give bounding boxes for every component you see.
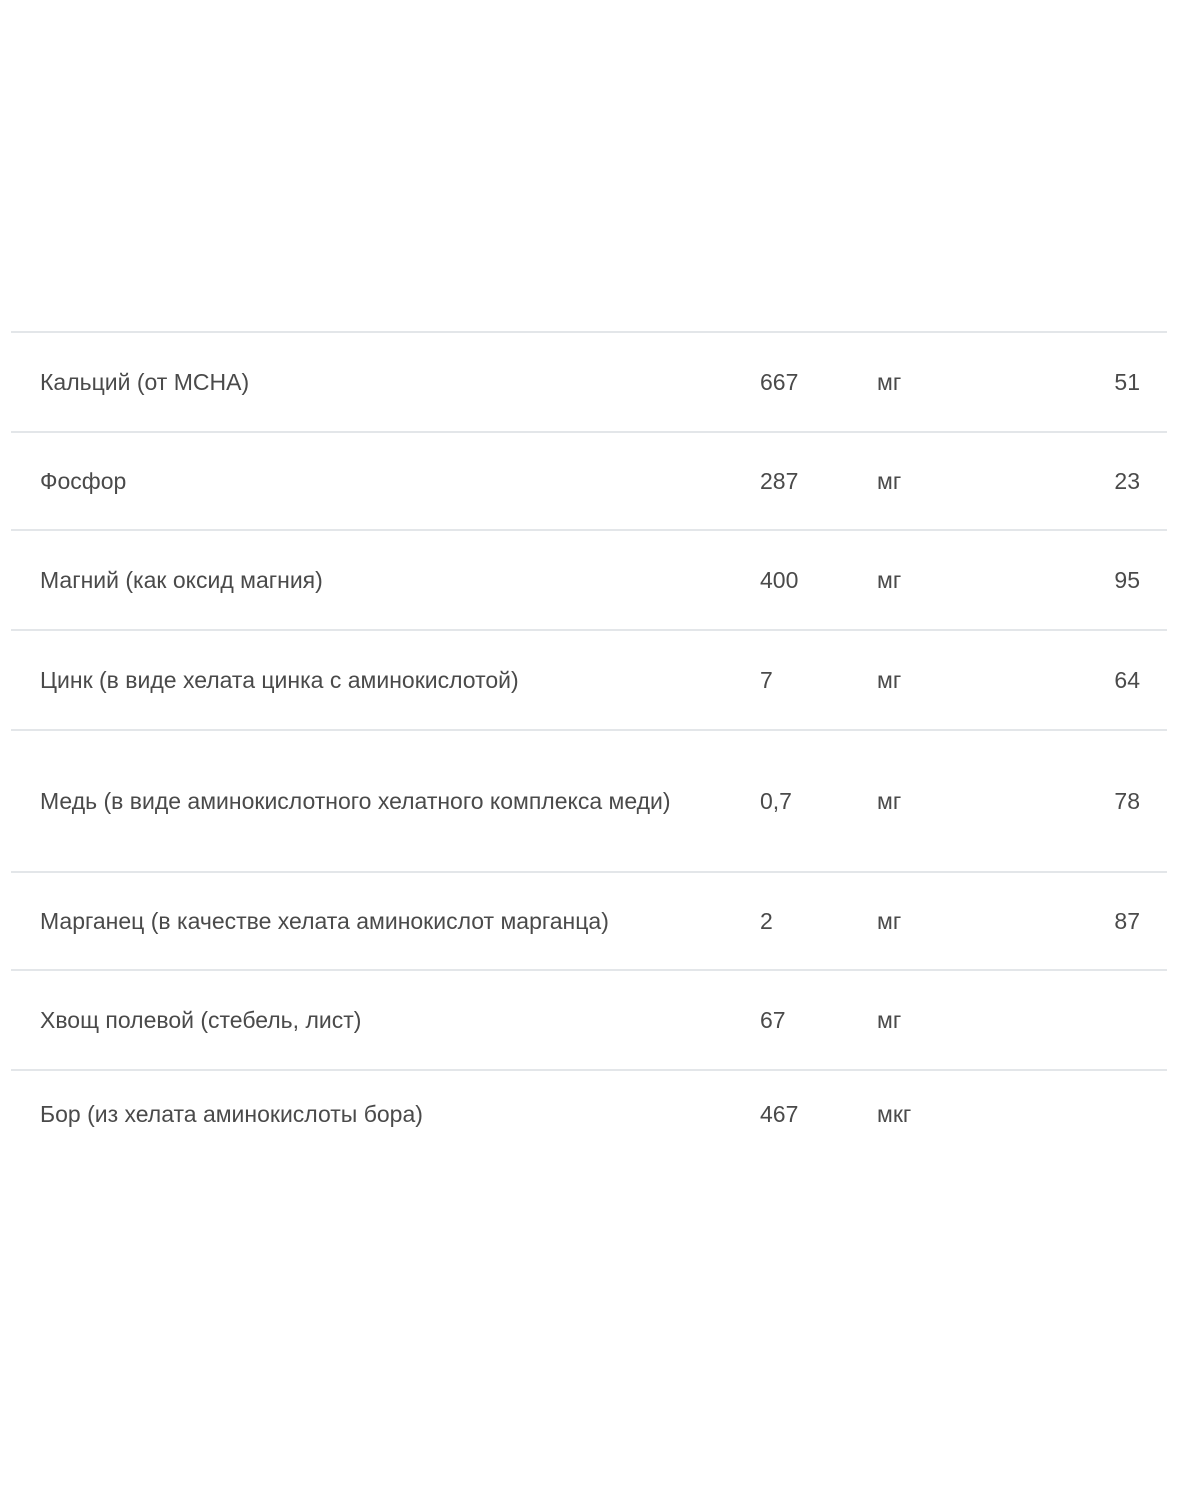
table-row (11, 731, 1167, 873)
nutrient-daily-value: 78 (1114, 788, 1140, 814)
nutrient-amount: 0,7 (760, 788, 792, 814)
nutrient-amount: 400 (760, 567, 799, 593)
nutrient-amount: 667 (760, 369, 799, 395)
nutrient-daily-value: 64 (1114, 667, 1140, 693)
nutrient-unit: мкг (877, 1101, 912, 1127)
table-row (11, 631, 1167, 731)
nutrient-amount: 287 (760, 468, 799, 494)
nutrient-daily-value: 23 (1114, 468, 1140, 494)
nutrient-unit: мг (877, 468, 902, 494)
nutrient-name: Хвощ полевой (стебель, лист) (40, 1007, 362, 1033)
nutrient-unit: мг (877, 908, 902, 934)
nutrient-name: Фосфор (40, 468, 127, 494)
table-row (11, 433, 1167, 531)
nutrient-daily-value: 95 (1114, 567, 1140, 593)
table-row (11, 1071, 1167, 1157)
nutrient-name: Медь (в виде аминокислотного хелатного комплекса меди) (40, 788, 671, 814)
table-row (11, 873, 1167, 971)
nutrient-name: Магний (как оксид магния) (40, 567, 323, 593)
nutrient-amount: 2 (760, 908, 773, 934)
nutrient-unit: мг (877, 667, 902, 693)
nutrient-table (11, 331, 1167, 1157)
nutrient-unit: мг (877, 1007, 902, 1033)
table-row (11, 971, 1167, 1071)
table-row (11, 531, 1167, 631)
nutrient-unit: мг (877, 369, 902, 395)
nutrient-daily-value: 51 (1114, 369, 1140, 395)
nutrient-name: Бор (из хелата аминокислоты бора) (40, 1101, 423, 1127)
nutrient-name: Марганец (в качестве хелата аминокислот марганца) (40, 908, 609, 934)
nutrient-amount: 7 (760, 667, 773, 693)
nutrient-unit: мг (877, 788, 902, 814)
nutrient-name: Цинк (в виде хелата цинка с аминокислотой) (40, 667, 519, 693)
nutrient-amount: 467 (760, 1101, 799, 1127)
nutrient-name: Кальций (от MCHA) (40, 369, 250, 395)
nutrient-amount: 67 (760, 1007, 786, 1033)
nutrient-unit: мг (877, 567, 902, 593)
nutrient-daily-value: 87 (1114, 908, 1140, 934)
table-row (11, 333, 1167, 433)
